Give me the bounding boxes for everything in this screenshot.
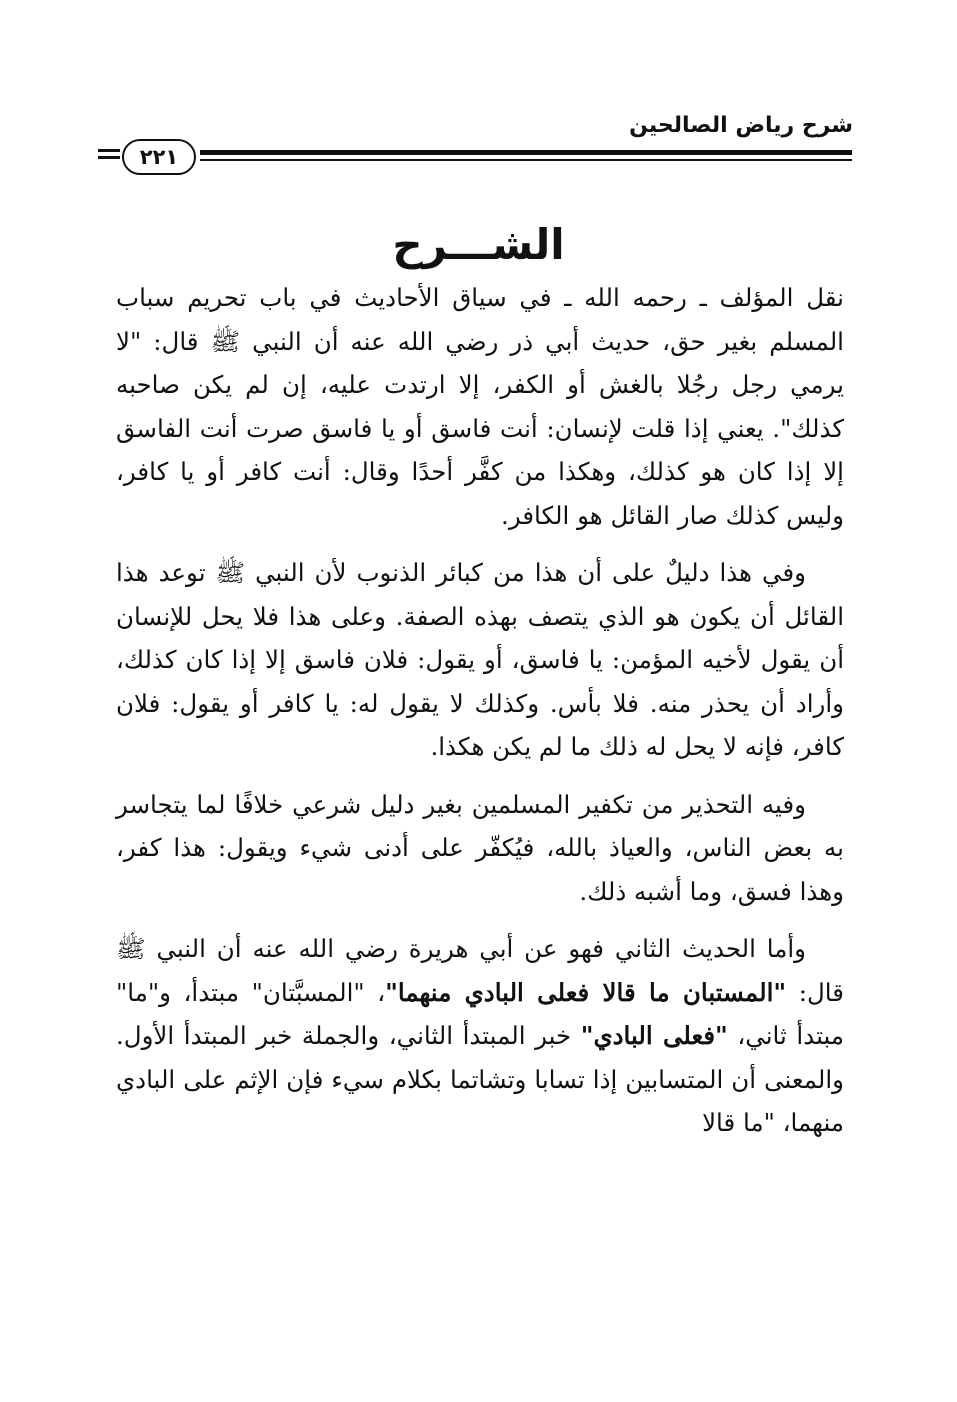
header-ornament-marks (98, 149, 120, 163)
hadith-quote: "المستبان ما قالا فعلى البادي منهما" (385, 977, 787, 1007)
paragraph (116, 927, 844, 1145)
paragraph-text: وفيه التحذير من تكفير المسلمين بغير دليل شرعي خلافًا لما يتجاسر به بعض الناس، والعياذ بالله، فيُكفّر على أدنى شيء ويقول: هذا كفر، وهذا فسق، وما أشبه ذلك. (116, 789, 844, 906)
paragraph (116, 276, 844, 537)
paragraph (116, 783, 844, 914)
paragraph (116, 551, 844, 769)
page-number: ٢٢١ (122, 139, 196, 175)
paragraph-text: ، "المسبَّتان" مبتدأ، و"ما" مبتدأ ثاني، (116, 977, 844, 1050)
paragraph-text: نقل المؤلف ـ رحمه الله ـ في سياق الأحاديث في باب تحريم سباب المسلم بغير حق، حديث أبي ذر رضي الله عنه أن النبي ﷺ قال: "لا يرمي رجل رجُلا بالغش أو الكفر، إلا ارتدت عليه، إن لم يكن صاحبه كذلك". يعني إذا قلت لإنسان: أنت فاسق أو يا فاسق صرت أنت الفاسق إلا إذا كان هو كذلك، وهكذا من كفَّر أحدًا وقال: أنت كافر أو يا كافر، وليس كذلك صار القائل هو الكافر. (116, 283, 844, 530)
header-rule-thick (200, 150, 852, 155)
paragraph-text: خبر المبتدأ الثاني، والجملة خبر المبتدأ الأول. والمعنى أن المتسابين إذا تسابا وتشاتما بكلام سيء فإن الإثم على البادي منهما، "ما قالا (116, 1021, 844, 1137)
hadith-quote: "فعلى البادي" (580, 1021, 728, 1050)
ornament-line (98, 149, 120, 152)
header-rule-thin (200, 159, 852, 161)
paragraph-text: وفي هذا دليلٌ على أن هذا من كبائر الذنوب لأن النبي ﷺ توعد هذا القائل أن يكون هو الذي يتصف بهذه الصفة. وعلى هذا فلا يحل للإنسان أن يقول لأخيه المؤمن: يا فاسق، أو يقول: فلان فاسق إلا إذا كان كذلك، وأراد أن يحذر منه. فلا بأس. وكذلك لا يقول له: يا كافر أو يقول: فلان كافر، فإنه لا يحل له ذلك ما لم يكن هكذا. (116, 558, 844, 761)
paragraph-text: وأما الحديث الثاني فهو عن أبي هريرة رضي الله عنه أن النبي ﷺ قال: (116, 934, 844, 1007)
section-heading: الشـــرح (392, 220, 565, 269)
running-title: شرح رياض الصالحين (629, 113, 853, 138)
body-text (116, 276, 844, 1145)
ornament-line (98, 156, 120, 159)
